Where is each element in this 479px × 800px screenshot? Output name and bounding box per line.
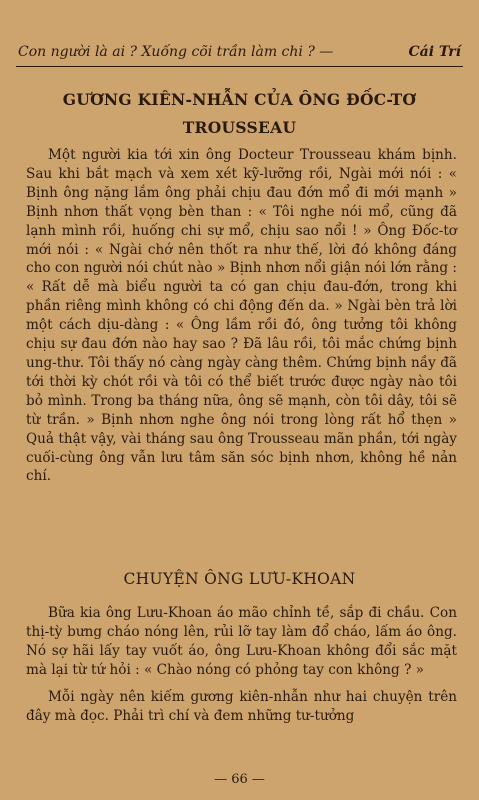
page-number: — 66 — [214, 772, 265, 787]
story2-paragraph-2: Mỗi ngày nên kiếm gương kiên-nhẫn như hai chuyện trên đây mà đọc. Phải trì chí và đem những tư-tưởng [26, 689, 457, 724]
running-header [18, 44, 461, 60]
header-series-title: Con người là ai ? Xuống cõi trần làm chi ? — [18, 44, 334, 60]
subsection-title: CHUYỆN ÔNG LƯU-KHOAN [123, 570, 356, 588]
story-body [26, 146, 457, 486]
story2-body [26, 604, 457, 734]
section-title: GƯƠNG KIÊN-NHẪN CỦA ÔNG ĐỐC-TƠ TROUSSEAU [62, 90, 417, 137]
story2-paragraph-1: Bữa kia ông Lưu-Khoan áo mão chỉnh tề, sắp đi chầu. Con thị-tỳ bưng cháo nóng lên, rủi lỡ tay làm đổ cháo, lấm áo ông. Nó sợ hãi lấy tay vuốt áo, ông Lưu-Khoan không đổi sắc mặt mà lại từ tứ hỏi : « Chào nóng có phỏng tay con không ? » [26, 605, 457, 678]
header-divider [16, 66, 463, 67]
header-author: Cái Trí [408, 44, 461, 60]
story-paragraph: Một người kia tới xin ông Docteur Trousseau khám bịnh. Sau khi bắt mạch và xem xét kỹ-lưỡng rồi, Ngài mới nói : « Bịnh ông nặng lắm ông phải chịu đau đớn mổ đi mới mạnh » Bịnh nhơn thất vọng bèn than : « Tôi nghe nói mổ, cũng đã lạnh mình rồi, huống chi sự mổ, chịu sao nổi ! » Ông Đốc-tơ mới nói : « Ngài chớ nên thốt ra như thế, lời đó không đáng cho con người nói chút nào » Bịnh nhơn nổi giận nói lớn rằng : « Rất dễ mà biểu người ta có gan chịu đau-đớn, trong khi phần riêng mình không có chi động đến da. » Ngài bèn trả lời một cách dịu-dàng : « Ông lầm rồi đó, ông tưởng tôi không chịu sự đau đớn nào hay sao ? Đã lâu rồi, tôi mắc chứng bịnh ung-thư. Tôi thấy nó càng ngày càng thêm. Chứng bịnh nầy đã tới thời kỳ chót rồi và tôi có thể biết trước được ngày nào tôi bỏ mình. Trong ba tháng nữa, ông sẽ mạnh, còn tôi dây, tôi sẽ từ trần. » Bịnh nhơn nghe ông nói trong lòng rất hổ thẹn » Quả thật vậy, vài tháng sau ông Trousseau mãn phần, tới ngày cuối-cùng ông vẫn lưu tâm săn sóc bịnh nhơn, không hề nản chí. [26, 147, 457, 485]
